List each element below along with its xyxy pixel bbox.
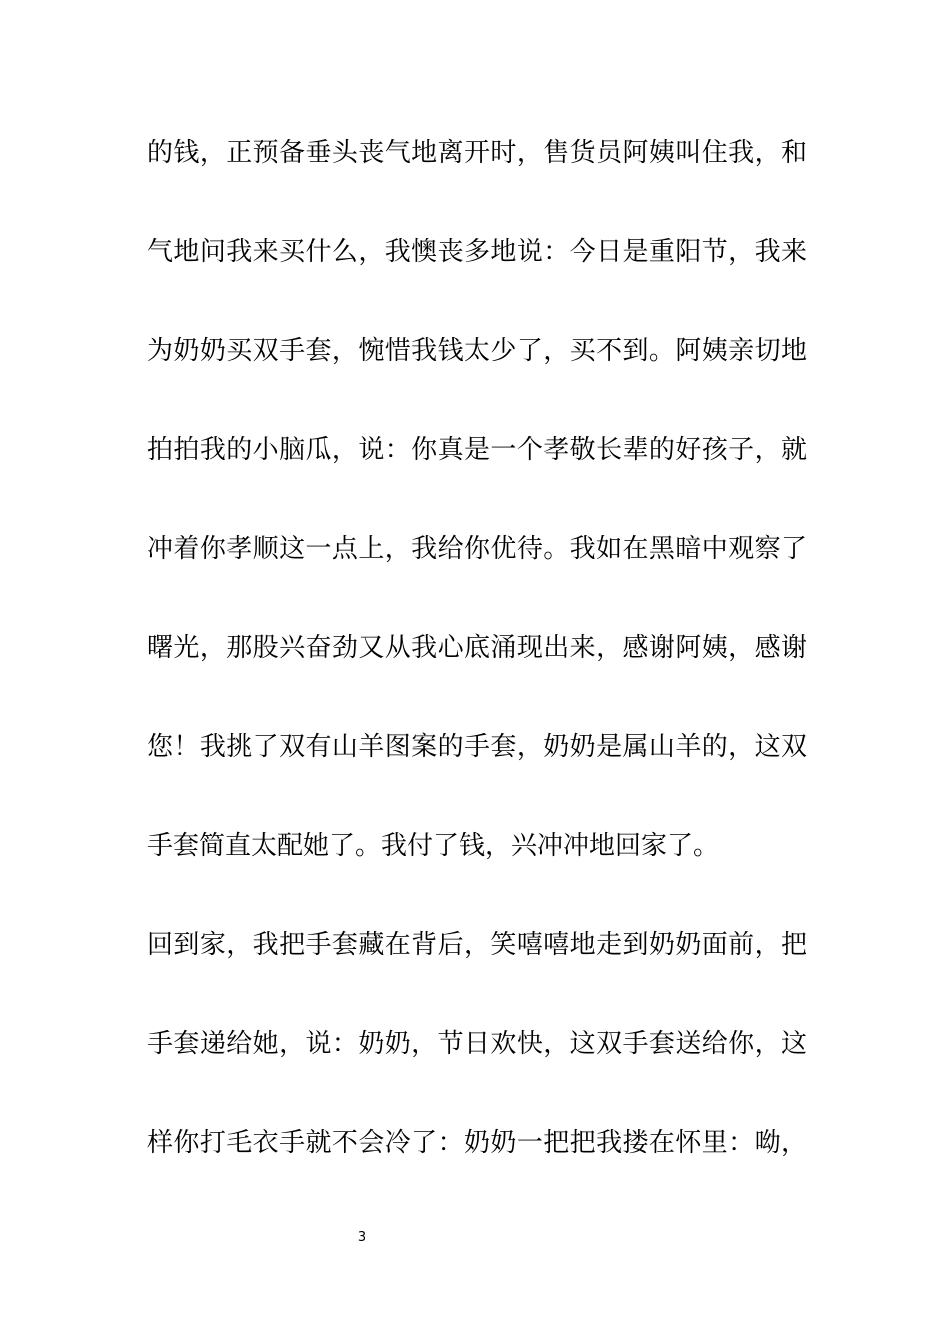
text-line-2: 气地问我来买什么，我懊丧多地说：今日是重阳节，我来 [147, 237, 807, 267]
text-line-5: 冲着你孝顺这一点上，我给你优待。我如在黑暗中观察了 [147, 534, 807, 564]
text-line-4: 拍拍我的小脑瓜，说：你真是一个孝敬长辈的好孩子，就 [147, 435, 807, 465]
text-line-9: 回到家，我把手套藏在背后，笑嘻嘻地走到奶奶面前，把 [147, 930, 807, 960]
text-line-1: 的钱，正预备垂头丧气地离开时，售货员阿姨叫住我，和 [147, 138, 807, 168]
text-line-3: 为奶奶买双手套，惋惜我钱太少了，买不到。阿姨亲切地 [147, 336, 807, 366]
text-line-11: 样你打毛衣手就不会冷了：奶奶一把把我搂在怀里：呦， [147, 1128, 807, 1158]
page-number: 3 [357, 1230, 367, 1245]
text-line-7: 您！我挑了双有山羊图案的手套，奶奶是属山羊的，这双 [147, 732, 807, 762]
text-line-6: 曙光，那股兴奋劲又从我心底涌现出来，感谢阿姨，感谢 [147, 633, 807, 663]
text-line-8: 手套简直太配她了。我付了钱，兴冲冲地回家了。 [147, 831, 720, 861]
text-line-10: 手套递给她，说：奶奶，节日欢快，这双手套送给你，这 [147, 1029, 807, 1059]
